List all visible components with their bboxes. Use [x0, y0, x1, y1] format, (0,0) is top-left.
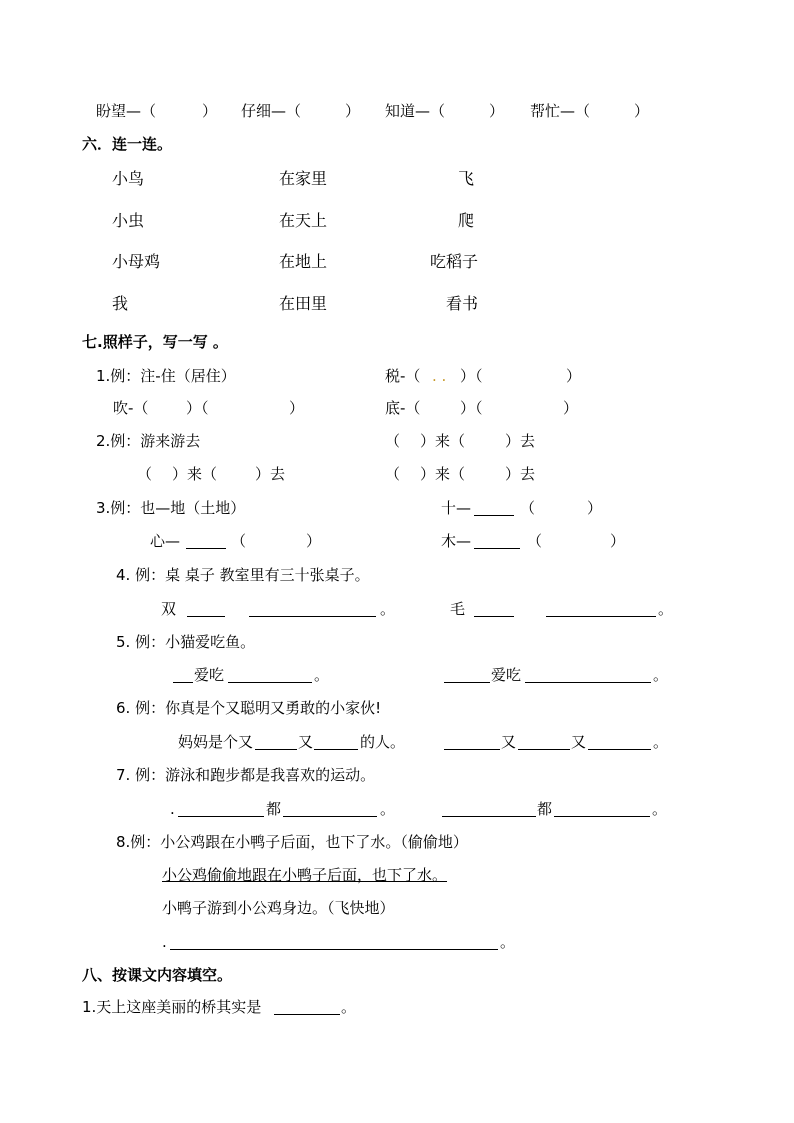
example-text: 1.例：注-住（居住）: [96, 367, 236, 385]
word-item-close: ）: [202, 102, 218, 120]
question-text: （: [385, 465, 401, 483]
question-text: 吹-（: [113, 399, 149, 417]
question-text: ）: [289, 399, 305, 417]
question-text: 心—: [150, 532, 181, 550]
question-text: ）（: [460, 367, 483, 385]
question-text: 。: [380, 600, 396, 618]
question-text: ）: [587, 499, 603, 517]
match-item: 我: [112, 294, 129, 313]
dots-mark: . .: [432, 367, 447, 385]
blank-line[interactable]: [173, 682, 193, 683]
example-text: 5. 例：小猫爱吃鱼。: [116, 633, 256, 651]
blank-line[interactable]: [170, 949, 498, 950]
example-text: 6. 例：你真是个又聪明又勇敢的小家伙!: [116, 699, 382, 717]
question-text: 木—: [441, 532, 472, 550]
question-text: 又: [571, 733, 587, 751]
section-title: 六．连一连。: [82, 135, 173, 153]
match-item: 在田里: [279, 294, 328, 313]
word-item: 知道—（: [385, 102, 446, 120]
example-text: 8.例：小公鸡跟在小鸭子后面，也下了水。（偷偷地）: [116, 833, 468, 851]
blank-line[interactable]: [274, 1014, 340, 1015]
question-text: ）去: [505, 432, 536, 450]
question-text: 。: [314, 666, 330, 684]
match-item: 飞: [458, 169, 475, 188]
question-text: 双: [161, 600, 177, 618]
question-text: 。: [380, 800, 396, 818]
question-text: 1.天上这座美丽的桥其实是: [82, 998, 262, 1016]
question-text: （: [527, 532, 543, 550]
question-text: 毛: [450, 600, 466, 618]
question-text: 底-（: [385, 399, 421, 417]
section-title: 八、按课文内容填空。: [82, 966, 233, 984]
example-text: 7. 例：游泳和跑步都是我喜欢的运动。: [116, 766, 376, 784]
question-text: （: [231, 532, 247, 550]
match-item: 吃稻子: [430, 252, 479, 271]
blank-line[interactable]: [554, 816, 650, 817]
question-text: ）: [306, 532, 322, 550]
question-text: 。: [652, 800, 668, 818]
match-item: 在地上: [279, 252, 328, 271]
blank-line[interactable]: [186, 548, 226, 549]
match-item: 看书: [446, 294, 479, 313]
blank-line[interactable]: [255, 749, 297, 750]
question-text: 。: [500, 933, 516, 951]
question-text: ）: [610, 532, 626, 550]
question-text: 。: [341, 998, 357, 1016]
match-item: 爬: [458, 211, 475, 230]
question-text: 妈妈是个又: [178, 733, 254, 751]
word-item-close: ）: [489, 102, 505, 120]
question-text: 。: [653, 666, 669, 684]
blank-line[interactable]: [187, 616, 225, 617]
section-title: 七.照样子，写一写 。: [82, 333, 228, 351]
blank-line[interactable]: [474, 548, 520, 549]
word-item: 盼望—（: [96, 102, 157, 120]
blank-line[interactable]: [518, 749, 570, 750]
question-text: 爱吃: [194, 666, 225, 684]
blank-line[interactable]: [444, 749, 500, 750]
word-item-close: ）: [634, 102, 650, 120]
question-text: 。: [658, 600, 674, 618]
blank-line[interactable]: [178, 816, 264, 817]
example-text: 4. 例：桌 桌子 教室里有三十张桌子。: [116, 566, 370, 584]
question-text: 。: [653, 733, 669, 751]
example-text: 3.例：也—地（土地）: [96, 499, 246, 517]
question-text: 十—: [441, 499, 472, 517]
blank-line[interactable]: [588, 749, 651, 750]
question-text: 爱吃: [491, 666, 522, 684]
model-sentence: 小公鸡偷偷地跟在小鸭子后面，也下了水。: [162, 866, 448, 884]
blank-line[interactable]: [474, 616, 514, 617]
question-text: 税-（: [385, 367, 421, 385]
question-text: ）来（: [420, 432, 466, 450]
word-item: 帮忙—（: [530, 102, 591, 120]
question-text: （: [137, 465, 153, 483]
word-item: 仔细—（: [241, 102, 302, 120]
match-item: 小鸟: [112, 169, 145, 188]
question-text: ）去: [505, 465, 536, 483]
question-text: ）来（: [420, 465, 466, 483]
question-text: 小鸭子游到小公鸡身边。（飞快地）: [162, 899, 395, 917]
blank-line[interactable]: [474, 515, 514, 516]
match-item: 在家里: [279, 169, 328, 188]
match-item: 小母鸡: [112, 252, 161, 271]
question-text: ）来（: [172, 465, 218, 483]
question-text: .: [170, 800, 175, 818]
question-text: 都: [537, 800, 553, 818]
question-text: ）去: [255, 465, 286, 483]
question-text: ）: [566, 367, 582, 385]
question-text: ）（: [186, 399, 209, 417]
blank-line[interactable]: [442, 816, 536, 817]
question-text: ）: [563, 399, 579, 417]
match-item: 小虫: [112, 211, 145, 230]
question-text: .: [162, 933, 167, 951]
question-text: 又: [298, 733, 314, 751]
blank-line[interactable]: [283, 816, 377, 817]
word-item-close: ）: [345, 102, 361, 120]
question-text: （: [385, 432, 401, 450]
example-text: 2.例：游来游去: [96, 432, 201, 450]
blank-line[interactable]: [228, 682, 312, 683]
blank-line[interactable]: [546, 616, 656, 617]
question-text: （: [520, 499, 536, 517]
question-text: 又: [501, 733, 517, 751]
blank-line[interactable]: [444, 682, 490, 683]
blank-line[interactable]: [314, 749, 358, 750]
question-text: 的人。: [360, 733, 406, 751]
match-item: 在天上: [279, 211, 328, 230]
blank-line[interactable]: [249, 616, 376, 617]
question-text: 都: [266, 800, 282, 818]
question-text: ）（: [460, 399, 483, 417]
blank-line[interactable]: [525, 682, 651, 683]
